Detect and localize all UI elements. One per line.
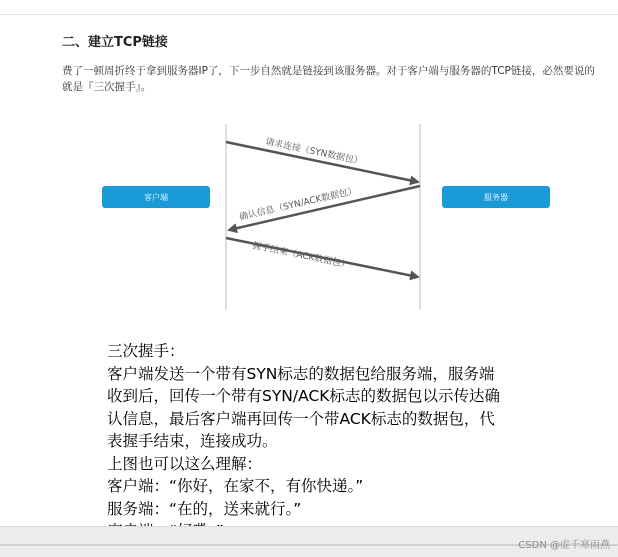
body-line: 服务端：“在的，送来就行。” [107, 499, 302, 518]
body-line: 表握手结束，连接成功。 [107, 432, 278, 450]
body-line: 收到后，回传一个带有SYN/ACK标志的数据包以示传达确 [107, 387, 500, 405]
intro-paragraph: 费了一顿周折终于拿到服务器IP了，下一步自然就是链接到该服务器。对于客户端与服务器的TCP链接，必然要说的就是『三次握手』。 [62, 65, 595, 93]
explanation-text [107, 340, 577, 543]
body-line: 客户端发送一个带有SYN标志的数据包给服务端，服务端 [107, 364, 495, 383]
top-border [0, 0, 618, 15]
body-line: 三次握手： [107, 342, 185, 360]
section-heading: 二、建立TCP链接 [62, 35, 168, 50]
body-line: 认信息，最后客户端再回传一个带ACK标志的数据包，代 [107, 409, 495, 428]
body-line: 上图也可以这么理解： [107, 454, 263, 473]
syn-label: 请求连接（SYN数据包） [264, 137, 364, 168]
tcp-handshake-diagram [0, 120, 618, 320]
client-box: 客户端 [102, 186, 210, 208]
handshake-svg [0, 120, 618, 320]
csdn-watermark: CSDN @虚千寒雨燕 [518, 540, 610, 551]
ack-label: 握手结束（ACK数据包） [251, 241, 351, 271]
server-box: 服务器 [442, 186, 550, 208]
syn-ack-label: 确认信息（SYN/ACK数据包） [238, 186, 358, 223]
body-line: 客户端：“你好，在家不，有你快递。” [107, 477, 364, 495]
